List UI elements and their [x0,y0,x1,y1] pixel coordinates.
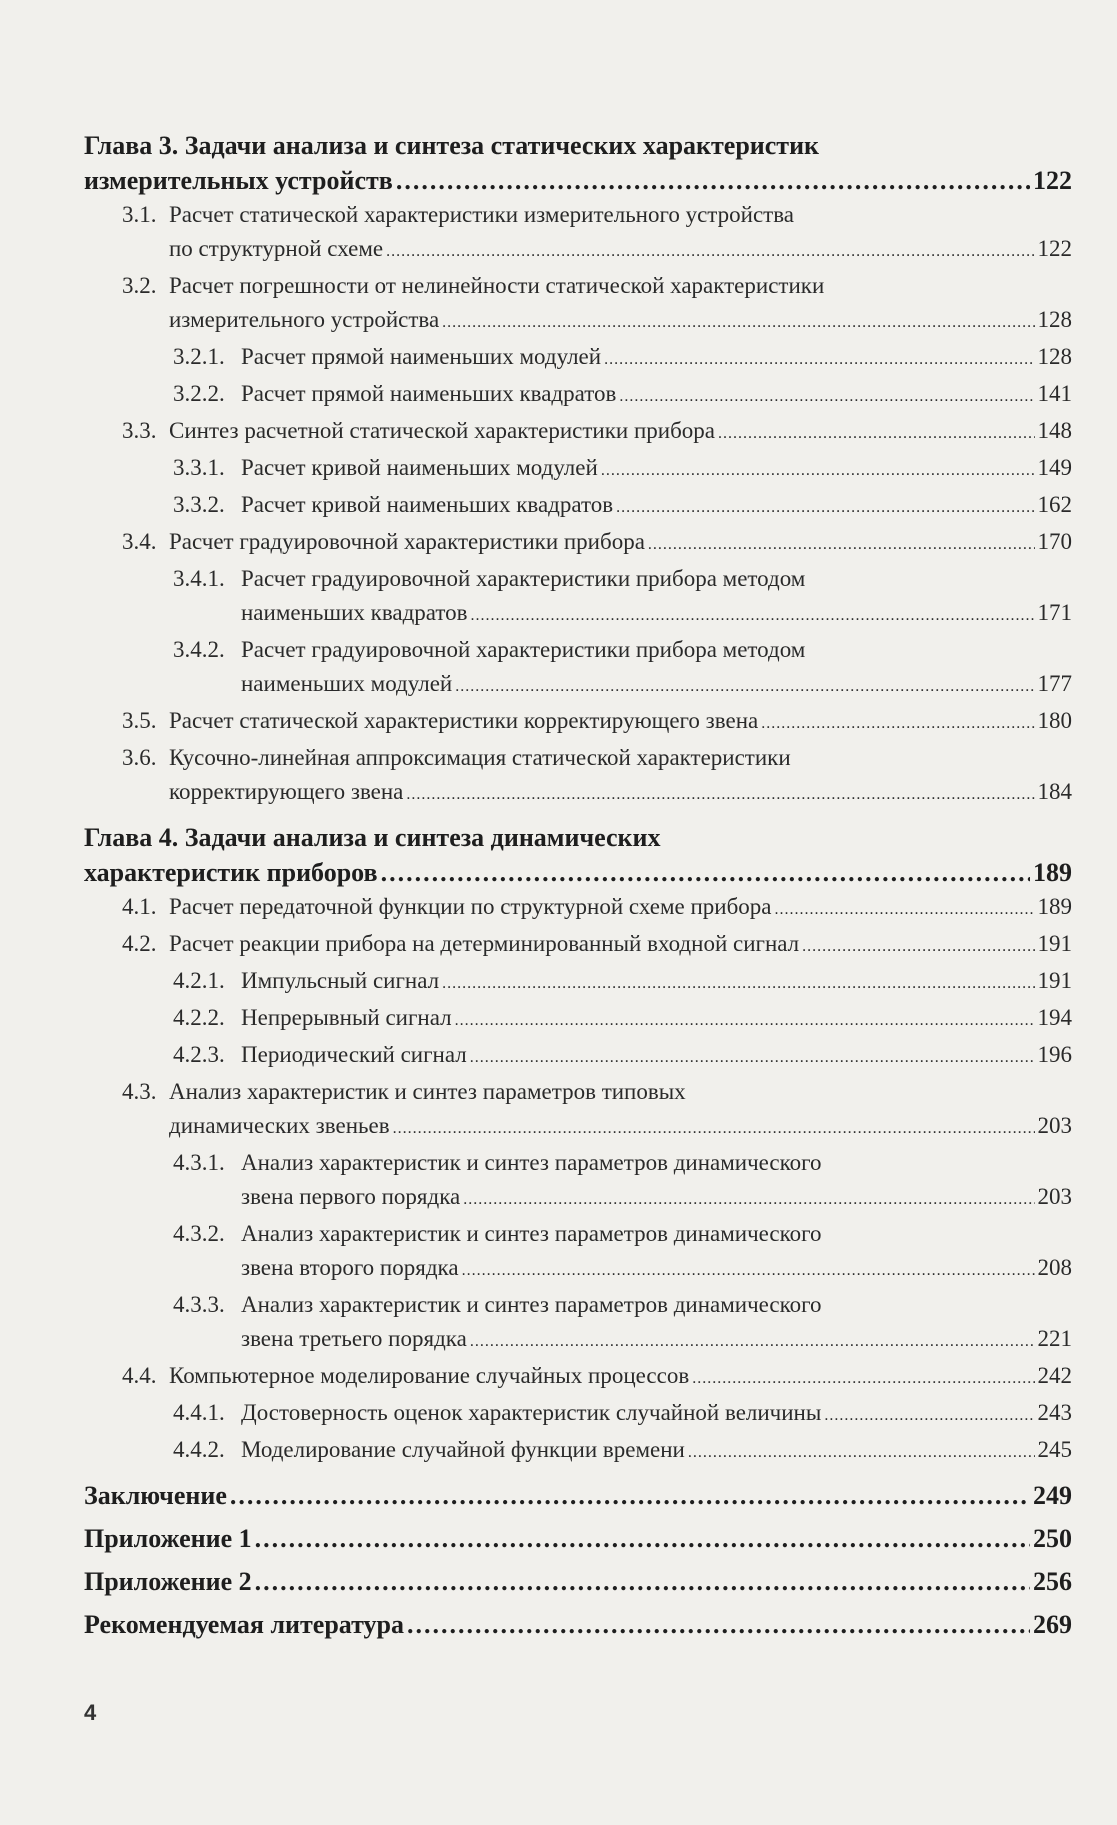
toc-entry-number: 4.1. [122,894,157,919]
toc-entry-text: характеристик приборов [84,858,378,887]
dot-leader [470,1038,1035,1075]
toc-chapter[interactable] [84,820,1072,890]
dot-leader [442,303,1034,340]
toc-entry-title [173,964,439,998]
toc-page-number: 196 [1037,1042,1072,1067]
toc-entry-title [173,1433,685,1467]
toc-subsection[interactable] [84,964,1072,1001]
toc-chapter[interactable] [84,128,1072,198]
toc-entry-number: 4.3.2. [173,1221,225,1246]
toc-entry-number: 3.2.2. [173,381,225,406]
toc-subsection[interactable] [84,1396,1072,1433]
toc-page-number: 189 [1037,894,1072,919]
toc-entry-title [84,823,661,852]
toc-entry-text: наименьших квадратов [241,600,468,625]
dot-leader [393,1109,1035,1146]
dot-leader [604,340,1034,377]
page-number: 4 [84,1700,97,1725]
toc-entry-text: Расчет кривой наименьших квадратов [241,492,614,517]
toc-entry-title [122,414,715,448]
toc-entry-text: Расчет реакции прибора на детерминированный входной сигнал [169,931,800,956]
toc-entry-title [173,1150,822,1175]
toc-page-number: 250 [1033,1524,1072,1553]
toc-subsection[interactable] [84,1001,1072,1038]
dot-leader [601,451,1035,488]
toc-entry-title [84,1478,227,1513]
toc-entry-title [122,745,791,770]
toc-entry-text: динамических звеньев [169,1113,390,1138]
toc-page-number: 191 [1037,931,1072,956]
toc-entry-text: Приложение 2 [84,1567,252,1596]
toc-entry-text: звена первого порядка [241,1184,461,1209]
toc-entry-number: 4.2.2. [173,1005,225,1030]
toc-entry-title [169,232,383,266]
toc-entry-text: Расчет статической характеристики измерительного устройства [169,202,794,227]
dot-leader [230,1478,1030,1513]
toc-gap [84,812,1072,820]
toc-subsection[interactable] [84,488,1072,525]
toc-page-number: 128 [1037,344,1072,369]
toc-subsection[interactable] [84,562,1072,633]
toc-entry-title [173,488,613,522]
dot-leader [255,1521,1030,1556]
toc-entry-title [84,855,378,890]
toc-page-number: 122 [1037,236,1072,261]
dot-leader [648,525,1035,562]
toc-entry-number: 3.3.2. [173,492,225,517]
toc-entry-number: 3.2.1. [173,344,225,369]
toc-entry-title [173,1292,822,1317]
toc-entry-text: Расчет прямой наименьших модулей [241,344,602,369]
toc-section[interactable] [84,741,1072,812]
dot-leader [471,596,1035,633]
toc-page-number: 245 [1037,1437,1072,1462]
dot-leader [255,1564,1030,1599]
toc-page-number: 180 [1037,708,1072,733]
toc-page-number: 184 [1037,779,1072,804]
toc-entry-title [173,637,805,662]
toc-section[interactable] [84,1075,1072,1146]
toc-page-number: 189 [1033,858,1072,887]
toc-section[interactable] [84,525,1072,562]
toc-page-number: 221 [1037,1326,1072,1351]
dot-leader [692,1359,1034,1396]
toc-entry-title [169,1109,390,1143]
dot-leader [407,1607,1030,1642]
toc-entry-text: Расчет статической характеристики корректирующего звена [169,708,759,733]
toc-page-number: 269 [1033,1610,1072,1639]
toc-entry-text: Расчет градуировочной характеристики прибора методом [241,566,806,591]
dot-leader [802,927,1034,964]
toc-entry-text: корректирующего звена [169,779,404,804]
toc-entry-text: Расчет градуировочной характеристики прибора методом [241,637,806,662]
toc-entry-text: по структурной схеме [169,236,384,261]
dot-leader [824,1396,1034,1433]
toc-page-number: 249 [1033,1481,1072,1510]
toc-page-number: 149 [1037,455,1072,480]
toc-entry-title [84,1564,252,1599]
toc-entry-number: 4.2.1. [173,968,225,993]
toc-entry-title [84,1607,404,1642]
toc-entry-number: 3.5. [122,708,157,733]
toc-entry-text: Достоверность оценок характеристик случайной величины [241,1400,822,1425]
dot-leader [616,488,1034,525]
toc-entry-number: 3.4.1. [173,566,225,591]
toc-entry-text: Расчет передаточной функции по структурной схеме прибора [169,894,772,919]
toc-entry-title [173,451,598,485]
toc-page-number: 203 [1037,1113,1072,1138]
toc-subsection[interactable] [84,1433,1072,1470]
dot-leader [386,232,1034,269]
toc-section[interactable] [84,890,1072,927]
toc-page-number: 170 [1037,529,1072,554]
toc-page-number: 122 [1033,166,1072,195]
toc-page-number: 148 [1037,418,1072,443]
dot-leader [463,1180,1034,1217]
toc-entry-text: Заключение [84,1481,227,1510]
toc-entry-title [173,1221,822,1246]
toc-entry-text: Расчет градуировочной характеристики прибора [169,529,645,554]
toc-gap [84,1599,1072,1607]
toc-entry-text: Анализ характеристик и синтез параметров динамического [241,1292,822,1317]
toc-entry-title [241,596,468,630]
toc-entry-title [84,1521,252,1556]
toc-entry-text: Глава 4. Задачи анализа и синтеза динамических [84,823,661,852]
dot-leader [619,377,1034,414]
toc-entry-title [173,340,601,374]
toc-subsection[interactable] [84,377,1072,414]
toc-page-number: 242 [1037,1363,1072,1388]
toc-entry-text: звена второго порядка [241,1255,459,1280]
dot-leader [470,1322,1035,1359]
toc-entry-number: 3.3.1. [173,455,225,480]
toc-entry-number: 4.3.1. [173,1150,225,1175]
toc-entry-text: Приложение 1 [84,1524,252,1553]
toc-entry-text: измерительных устройств [84,166,393,195]
toc-chapter[interactable] [84,1564,1072,1599]
dot-leader [455,667,1034,704]
toc-entry-title [241,667,452,701]
toc-section[interactable] [84,704,1072,741]
toc-page-number: 177 [1037,671,1072,696]
toc-entry-text: Расчет прямой наименьших квадратов [241,381,617,406]
toc-entry-text: Непрерывный сигнал [241,1005,452,1030]
toc-entry-number: 4.2. [122,931,157,956]
toc-entry-title [169,775,403,809]
toc-page-number: 128 [1037,307,1072,332]
toc-entry-text: Импульсный сигнал [241,968,440,993]
toc-entry-text: измерительного устройства [169,307,440,332]
toc-entry-number: 4.2.3. [173,1042,225,1067]
dot-leader [381,855,1030,890]
toc-page-number: 243 [1037,1400,1072,1425]
toc-page-number: 141 [1037,381,1072,406]
toc-subsection[interactable] [84,633,1072,704]
toc-entry-number: 4.4. [122,1363,157,1388]
toc-entry-title [169,303,439,337]
toc-entry-number: 4.4.2. [173,1437,225,1462]
dot-leader [775,890,1035,927]
toc-section[interactable] [84,198,1072,269]
toc-entry-title [173,1038,467,1072]
toc-entry-number: 3.4. [122,529,157,554]
toc-entry-text: Расчет погрешности от нелинейности статической характеристики [169,273,825,298]
toc-section[interactable] [84,414,1072,451]
toc-subsection[interactable] [84,451,1072,488]
toc-entry-text: Моделирование случайной функции времени [241,1437,685,1462]
dot-leader [462,1251,1035,1288]
dot-leader [442,964,1034,1001]
dot-leader [688,1433,1035,1470]
toc-gap [84,1556,1072,1564]
toc-entry-text: Периодический сигнал [241,1042,467,1067]
toc-entry-text: Кусочно-линейная аппроксимация статической характеристики [169,745,791,770]
toc-subsection[interactable] [84,340,1072,377]
toc-chapter[interactable] [84,1478,1072,1513]
toc-chapter[interactable] [84,1607,1072,1642]
toc-subsection[interactable] [84,1288,1072,1359]
toc-entry-text: Анализ характеристик и синтез параметров динамического [241,1150,822,1175]
toc-entry-number: 3.3. [122,418,157,443]
toc-section[interactable] [84,927,1072,964]
toc-page-number: 194 [1037,1005,1072,1030]
toc-entry-number: 3.1. [122,202,157,227]
toc-section[interactable] [84,1359,1072,1396]
toc-entry-title [122,1079,686,1104]
toc-entry-title [122,202,794,227]
toc-entry-title [173,566,805,591]
toc-entry-text: Глава 3. Задачи анализа и синтеза статических характеристик [84,131,820,160]
dot-leader [396,163,1030,198]
toc-entry-title [122,1359,689,1393]
dot-leader [761,704,1034,741]
toc-entry-title [122,525,645,559]
toc-entry-title [173,1001,452,1035]
toc-entry-number: 4.4.1. [173,1400,225,1425]
toc-entry-title [241,1322,467,1356]
toc-entry-title [84,163,393,198]
toc-page-number: 203 [1037,1184,1072,1209]
toc-entry-text: наименьших модулей [241,671,453,696]
toc-subsection[interactable] [84,1217,1072,1288]
toc-entry-number: 3.2. [122,273,157,298]
toc-entry-number: 4.3.3. [173,1292,225,1317]
toc-entry-title [241,1251,459,1285]
toc-subsection[interactable] [84,1146,1072,1217]
toc-entry-text: Анализ характеристик и синтез параметров типовых [169,1079,686,1104]
toc-page-number: 256 [1033,1567,1072,1596]
toc-chapter[interactable] [84,1521,1072,1556]
toc-entry-number: 3.4.2. [173,637,225,662]
toc-gap [84,1470,1072,1478]
toc-gap [84,1513,1072,1521]
toc-page-number: 208 [1037,1255,1072,1280]
toc-entry-title [173,377,616,411]
toc-entry-title [173,1396,821,1430]
toc-entry-number: 3.6. [122,745,157,770]
toc-subsection[interactable] [84,1038,1072,1075]
toc-section[interactable] [84,269,1072,340]
toc-entry-text: Синтез расчетной статической характеристики прибора [169,418,716,443]
toc-entry-text: звена третьего порядка [241,1326,467,1351]
table-of-contents [84,128,1072,1642]
toc-entry-text: Компьютерное моделирование случайных процессов [169,1363,690,1388]
toc-page-number: 191 [1037,968,1072,993]
toc-entry-title [122,273,824,298]
dot-leader [455,1001,1035,1038]
toc-entry-title [84,131,819,160]
toc-entry-number: 4.3. [122,1079,157,1104]
toc-entry-title [122,704,758,738]
toc-entry-title [122,890,772,924]
toc-entry-title [122,927,799,961]
toc-entry-title [241,1180,460,1214]
toc-entry-text: Расчет кривой наименьших модулей [241,455,598,480]
toc-page-number: 171 [1037,600,1072,625]
toc-entry-text: Рекомендуемая литература [84,1610,404,1639]
dot-leader [718,414,1034,451]
dot-leader [406,775,1034,812]
toc-entry-text: Анализ характеристик и синтез параметров динамического [241,1221,822,1246]
toc-page-number: 162 [1037,492,1072,517]
